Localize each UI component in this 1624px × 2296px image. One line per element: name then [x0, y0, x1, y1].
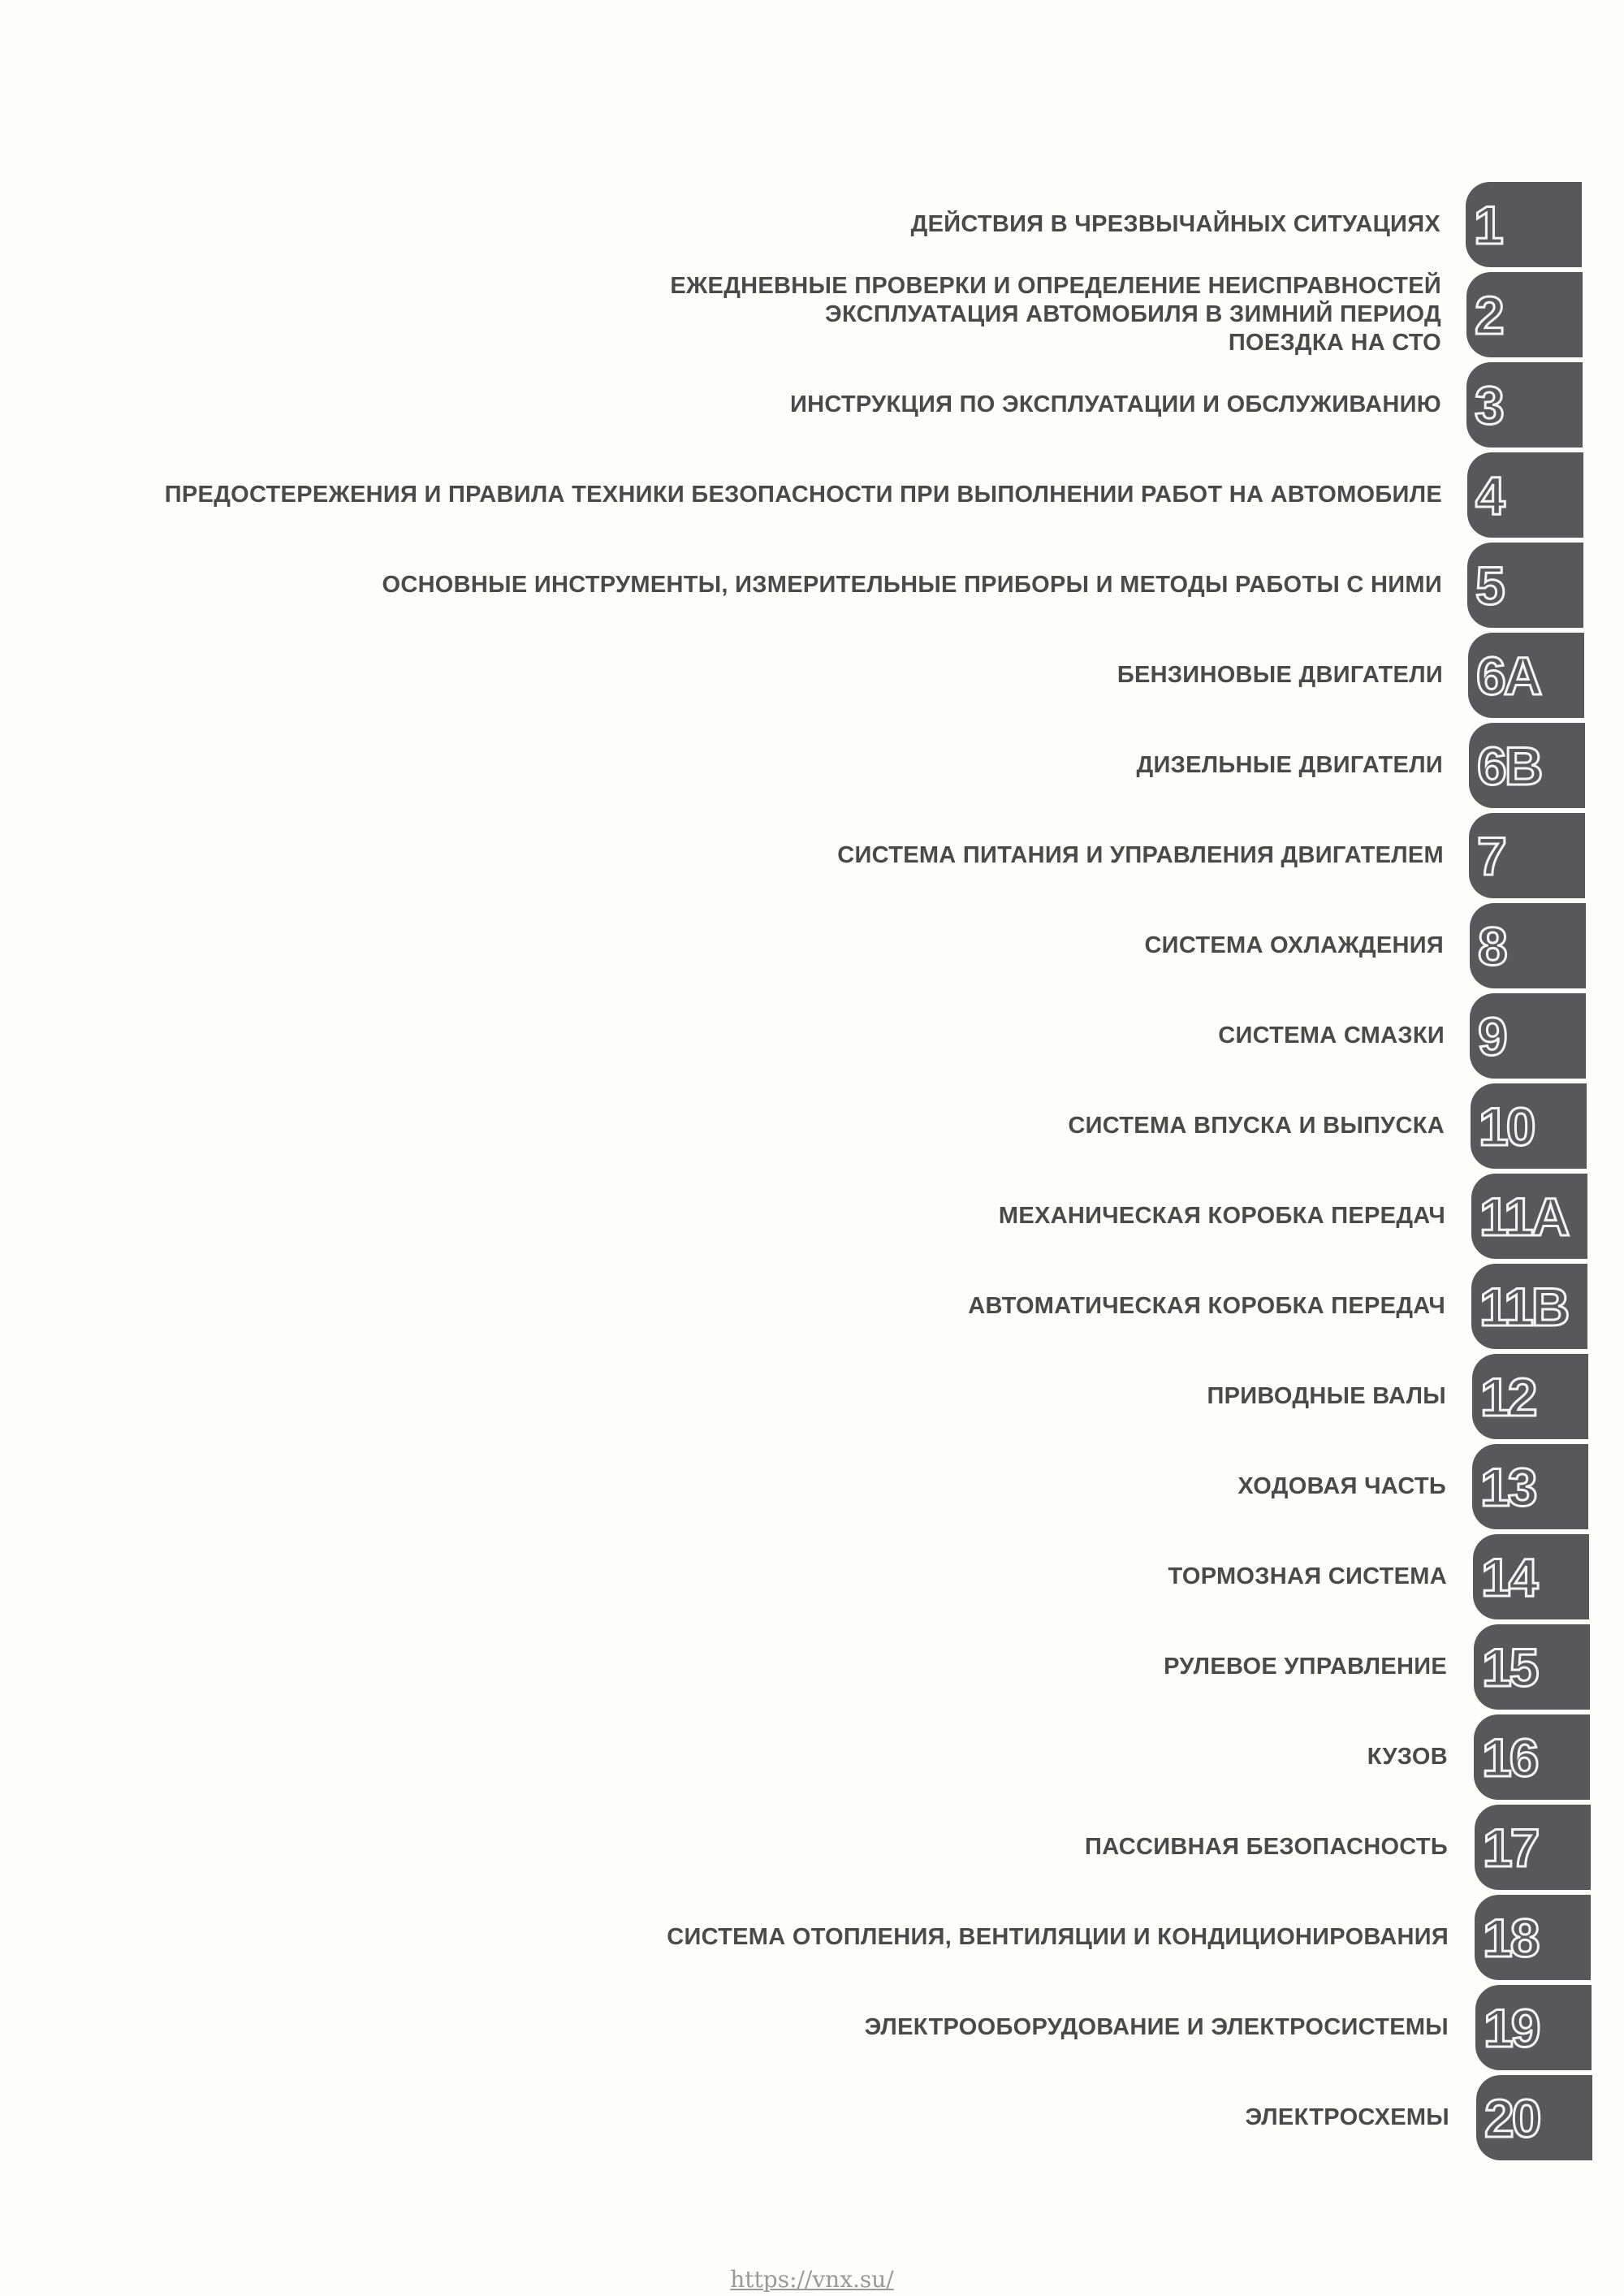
section-tab[interactable] — [1469, 723, 1585, 808]
section-title-line: ПОЕЗДКА НА СТО — [1228, 330, 1441, 356]
section-tab-number: 11B — [1479, 1276, 1568, 1337]
section-tab-number: 10 — [1479, 1096, 1534, 1157]
section-tab-number: 9 — [1478, 1005, 1505, 1066]
section-title-line: ЭЛЕКТРОСХЕМЫ — [1245, 2104, 1449, 2130]
section-title — [1164, 1624, 1447, 1710]
toc-entry[interactable] — [0, 1805, 1624, 1890]
section-title-line: ЭЛЕКТРООБОРУДОВАНИЕ И ЭЛЕКТРОСИСТЕМЫ — [864, 2014, 1449, 2040]
section-tab-number: 20 — [1484, 2087, 1540, 2148]
section-title — [865, 1985, 1449, 2070]
section-title-line: ДЕЙСТВИЯ В ЧРЕЗВЫЧАЙНЫХ СИТУАЦИЯХ — [910, 211, 1440, 237]
section-tab-number: 16 — [1482, 1727, 1537, 1788]
section-title — [911, 182, 1440, 267]
section-tab[interactable] — [1468, 633, 1584, 718]
section-title-line: РУЛЕВОЕ УПРАВЛЕНИЕ — [1164, 1654, 1447, 1680]
toc-entry[interactable] — [0, 993, 1624, 1079]
toc-entry[interactable] — [0, 1444, 1624, 1529]
section-title-line: ДИЗЕЛЬНЫЕ ДВИГАТЕЛИ — [1136, 752, 1443, 778]
toc-entry[interactable] — [0, 1534, 1624, 1619]
section-title — [1245, 2075, 1449, 2160]
toc-entry[interactable] — [0, 543, 1624, 628]
toc-entry[interactable] — [0, 1174, 1624, 1259]
section-title-line: ИНСТРУКЦИЯ ПО ЭКСПЛУАТАЦИИ И ОБСЛУЖИВАНИЮ — [789, 391, 1441, 417]
section-title-line: ОСНОВНЫЕ ИНСТРУМЕНТЫ, ИЗМЕРИТЕЛЬНЫЕ ПРИБОРЫ И МЕТОДЫ РАБОТЫ С НИМИ — [382, 572, 1442, 598]
section-tab[interactable] — [1476, 2075, 1592, 2160]
section-title-line: СИСТЕМА ПИТАНИЯ И УПРАВЛЕНИЯ ДВИГАТЕЛЕМ — [837, 842, 1444, 868]
footer-link[interactable]: https://vnx.su/ — [730, 2266, 894, 2293]
section-tab[interactable] — [1470, 903, 1586, 988]
section-tab[interactable] — [1470, 993, 1586, 1079]
section-title — [382, 543, 1442, 628]
toc-entry[interactable] — [0, 1264, 1624, 1349]
section-title — [999, 1174, 1445, 1259]
section-tab[interactable] — [1467, 452, 1583, 538]
section-title — [1117, 633, 1443, 718]
section-title — [1168, 1534, 1447, 1619]
toc-entry[interactable] — [0, 182, 1624, 267]
section-title — [1144, 903, 1444, 988]
section-tab[interactable] — [1475, 1895, 1591, 1980]
section-tab[interactable] — [1466, 362, 1583, 448]
section-tab[interactable] — [1472, 1444, 1588, 1529]
section-tab-number: 12 — [1480, 1366, 1535, 1427]
section-title-line: СИСТЕМА ОХЛАЖДЕНИЯ — [1144, 932, 1444, 958]
section-title-line: ПАССИВНАЯ БЕЗОПАСНОСТЬ — [1085, 1834, 1448, 1860]
section-tab[interactable] — [1466, 182, 1582, 267]
section-tab[interactable] — [1467, 543, 1583, 628]
section-title — [165, 452, 1442, 538]
section-title-line: ПРЕДОСТЕРЕЖЕНИЯ И ПРАВИЛА ТЕХНИКИ БЕЗОПАСНОСТИ ПРИ ВЫПОЛНЕНИИ РАБОТ НА АВТОМОБИЛЕ — [164, 482, 1442, 508]
section-title — [1207, 1354, 1446, 1439]
toc-entry[interactable] — [0, 633, 1624, 718]
section-tab-number: 8 — [1478, 915, 1505, 976]
section-title-line: ТОРМОЗНАЯ СИСТЕМА — [1168, 1563, 1447, 1589]
section-title-line: ЕЖЕДНЕВНЫЕ ПРОВЕРКИ И ОПРЕДЕЛЕНИЕ НЕИСПРАВНОСТЕЙ — [670, 273, 1441, 299]
toc-entry[interactable] — [0, 1985, 1624, 2070]
toc-entry[interactable] — [0, 452, 1624, 538]
section-tab[interactable] — [1472, 1354, 1588, 1439]
section-tab[interactable] — [1475, 1985, 1592, 2070]
section-tab-number: 6B — [1477, 735, 1541, 796]
section-tab[interactable] — [1471, 1264, 1587, 1349]
section-tab[interactable] — [1474, 1714, 1590, 1800]
section-tab-number: 14 — [1481, 1546, 1536, 1607]
section-tab-number: 15 — [1482, 1637, 1537, 1697]
section-tab-number: 6A — [1476, 645, 1540, 706]
section-title — [670, 272, 1441, 357]
section-title-line: МЕХАНИЧЕСКАЯ КОРОБКА ПЕРЕДАЧ — [998, 1203, 1445, 1229]
toc-entry[interactable] — [0, 813, 1624, 898]
section-tab[interactable] — [1466, 272, 1583, 357]
section-title — [790, 362, 1441, 448]
section-title-line: СИСТЕМА ВПУСКА И ВЫПУСКА — [1068, 1113, 1445, 1139]
section-title-line: КУЗОВ — [1367, 1744, 1448, 1770]
toc-entry[interactable] — [0, 1083, 1624, 1169]
toc-entry[interactable] — [0, 272, 1624, 357]
section-title-line: ХОДОВАЯ ЧАСТЬ — [1237, 1473, 1446, 1499]
toc-entry[interactable] — [0, 1714, 1624, 1800]
toc-entry[interactable] — [0, 2075, 1624, 2160]
section-tab[interactable] — [1473, 1534, 1589, 1619]
section-tab[interactable] — [1469, 813, 1585, 898]
section-title — [968, 1264, 1445, 1349]
toc-entry[interactable] — [0, 723, 1624, 808]
section-title — [1367, 1714, 1448, 1800]
section-tab-number: 13 — [1480, 1456, 1535, 1517]
section-title-line: ЭКСПЛУАТАЦИЯ АВТОМОБИЛЯ В ЗИМНИЙ ПЕРИОД — [825, 301, 1441, 327]
section-title-line: ПРИВОДНЫЕ ВАЛЫ — [1207, 1383, 1446, 1409]
section-title — [1137, 723, 1443, 808]
section-title — [837, 813, 1444, 898]
section-tab[interactable] — [1475, 1805, 1591, 1890]
section-tab-number: 19 — [1484, 1997, 1539, 2058]
toc-entry[interactable] — [0, 1354, 1624, 1439]
section-title — [1218, 993, 1445, 1079]
section-tab-number: 7 — [1477, 825, 1505, 886]
section-tab-number: 1 — [1474, 194, 1501, 255]
toc-entry[interactable] — [0, 1895, 1624, 1980]
section-tab[interactable] — [1471, 1083, 1587, 1169]
section-title — [1068, 1083, 1445, 1169]
toc-entry[interactable] — [0, 1624, 1624, 1710]
section-tab-number: 3 — [1475, 374, 1502, 435]
toc-entry[interactable] — [0, 362, 1624, 448]
section-title-line: БЕНЗИНОВЫЕ ДВИГАТЕЛИ — [1116, 662, 1443, 688]
section-title — [1085, 1805, 1448, 1890]
section-tab-number: 5 — [1475, 555, 1503, 616]
section-tab[interactable] — [1471, 1174, 1587, 1259]
section-tab-number: 11A — [1479, 1186, 1568, 1247]
section-tab-number: 18 — [1483, 1907, 1538, 1968]
section-title-line: СИСТЕМА ОТОПЛЕНИЯ, ВЕНТИЛЯЦИИ И КОНДИЦИОНИРОВАНИЯ — [667, 1924, 1449, 1950]
section-tab[interactable] — [1474, 1624, 1590, 1710]
section-title-line: СИСТЕМА СМАЗКИ — [1218, 1023, 1445, 1049]
section-title — [1237, 1444, 1446, 1529]
toc-entry[interactable] — [0, 903, 1624, 988]
section-tab-number: 2 — [1475, 284, 1502, 345]
section-title — [667, 1895, 1449, 1980]
section-tab-number: 17 — [1483, 1817, 1538, 1878]
section-title-line: АВТОМАТИЧЕСКАЯ КОРОБКА ПЕРЕДАЧ — [968, 1293, 1445, 1319]
section-tab-number: 4 — [1475, 465, 1503, 525]
